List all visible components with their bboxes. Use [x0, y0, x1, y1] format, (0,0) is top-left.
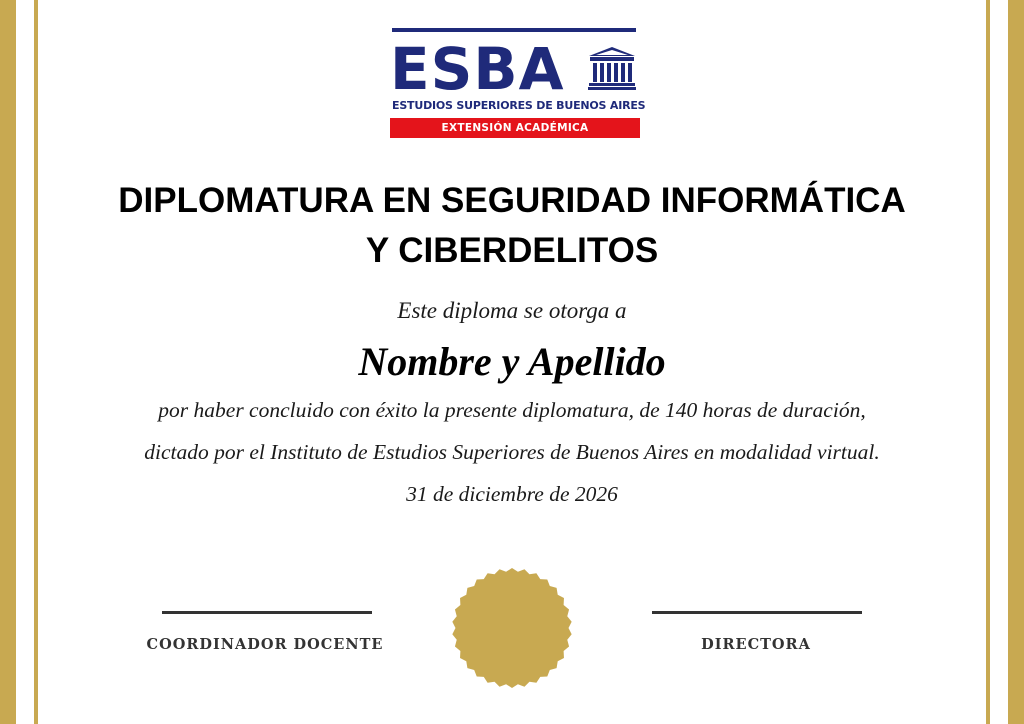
esba-logo: [388, 28, 646, 138]
border-left-outer: [0, 0, 16, 724]
issue-date: 31 de diciembre de 2026: [406, 482, 618, 506]
diploma-title: [60, 176, 964, 276]
border-left-inner: [34, 0, 38, 724]
logo-top-rule: [392, 28, 636, 32]
recipient-name: Nombre y Apellido: [358, 339, 666, 384]
title-line-2: Y CIBERDELITOS: [365, 231, 659, 270]
border-right-inner: [986, 0, 990, 724]
signature-label-coordinator: COORDINADOR DOCENTE: [146, 636, 384, 653]
intro-text: Este diploma se otorga a: [397, 298, 627, 323]
temple-icon: [588, 46, 636, 90]
logo-subtitle: ESTUDIOS SUPERIORES DE BUENOS AIRES: [392, 99, 646, 112]
title-line-1: DIPLOMATURA EN SEGURIDAD INFORMÁTICA: [118, 181, 906, 220]
logo-band-label: EXTENSIÓN ACADÉMICA: [441, 122, 589, 134]
body-line-2: dictado por el Instituto de Estudios Superiores de Buenos Aires en modalidad virtual.: [144, 440, 880, 464]
signature-line-right: [652, 611, 862, 614]
body-line-1: por haber concluido con éxito la presente diplomatura, de 140 horas de duración,: [158, 398, 866, 422]
logo-band: [390, 118, 640, 138]
logo-wordmark: ESBA: [390, 35, 565, 103]
signature-label-director: DIRECTORA: [701, 636, 811, 653]
border-right-outer: [1008, 0, 1024, 724]
gold-seal-icon: [448, 564, 576, 692]
signature-line-left: [162, 611, 372, 614]
